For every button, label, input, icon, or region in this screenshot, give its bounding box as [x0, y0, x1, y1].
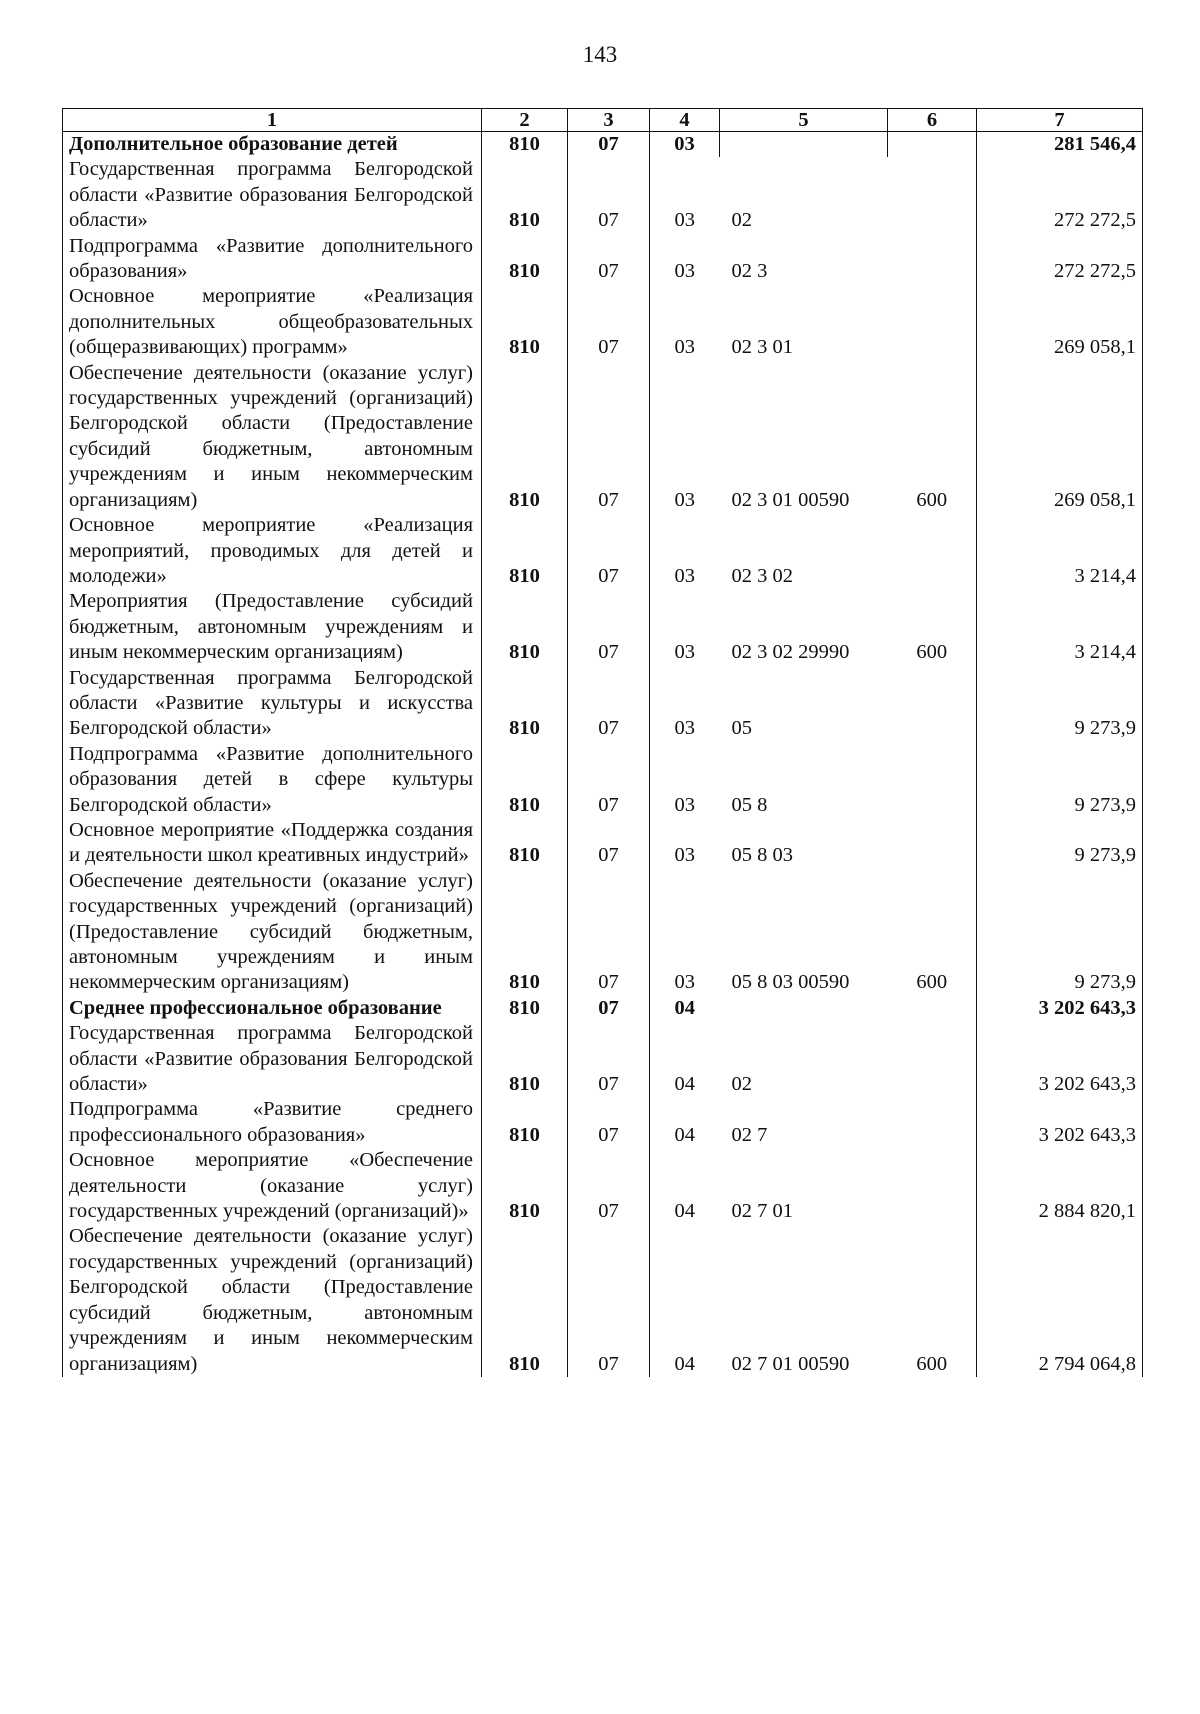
- row-name-cell: Среднее профессиональное образование: [63, 996, 482, 1021]
- table-row: [63, 361, 1143, 513]
- row-pr-cell: 03: [674, 793, 695, 816]
- row-ved-cell: 810: [482, 589, 568, 665]
- header-cell-6: 6: [888, 109, 977, 132]
- row-csr-cell: 02: [731, 1073, 752, 1096]
- row-rz-cell: 07: [568, 666, 650, 742]
- header-cell-3: 3: [568, 109, 650, 132]
- row-ved-cell: 810: [482, 818, 568, 869]
- table-row: [63, 1148, 1143, 1224]
- row-sum-cell: 272 272,5: [977, 157, 1143, 233]
- row-sum-cell: 269 058,1: [977, 284, 1143, 360]
- table-row: [63, 742, 1143, 818]
- row-rz-cell: 07: [568, 284, 650, 360]
- row-rz-cell: 07: [568, 1097, 650, 1148]
- row-csr-cell: 02 3 02: [731, 564, 793, 587]
- table-row: [63, 132, 1143, 158]
- row-ved-cell: 810: [482, 1148, 568, 1224]
- row-sum-cell: 281 546,4: [977, 132, 1143, 158]
- row-sum-cell: 9 273,9: [977, 742, 1143, 818]
- row-sum-cell: 9 273,9: [977, 818, 1143, 869]
- table-row: [63, 513, 1143, 589]
- page-number: 143: [582, 42, 618, 67]
- header-cell-2: 2: [482, 109, 568, 132]
- row-pr-cell: 03: [674, 844, 695, 867]
- row-name-cell: Основное мероприятие «Реализация мероприятий, проводимых для детей и молодежи»: [63, 513, 482, 589]
- row-rz-cell: 07: [568, 1148, 650, 1224]
- row-name-cell: Дополнительное образование детей: [63, 132, 482, 158]
- table-row: [63, 157, 1143, 233]
- header-cell-7: 7: [977, 109, 1143, 132]
- row-sum-cell: 9 273,9: [977, 869, 1143, 996]
- row-rz-cell: 07: [568, 1224, 650, 1376]
- row-rz-cell: 07: [568, 513, 650, 589]
- row-name-cell: Государственная программа Белгородской области «Развитие образования Белгородской области»: [63, 1021, 482, 1097]
- row-sum-cell: 2 794 064,8: [977, 1224, 1143, 1376]
- table-row: [63, 1224, 1143, 1376]
- row-vr-cell: [888, 513, 977, 589]
- row-pr-cell: 04: [674, 1352, 695, 1375]
- row-name-cell: Основное мероприятие «Поддержка создания и деятельности школ креативных индустрий»: [63, 818, 482, 869]
- table-body: [63, 132, 1143, 1377]
- row-ved-cell: 810: [482, 742, 568, 818]
- row-ved-cell: 810: [482, 1021, 568, 1097]
- row-pr-cell: 03: [674, 971, 695, 994]
- row-csr-cell: 05 8 03 00590: [731, 971, 850, 994]
- row-sum-cell: 3 214,4: [977, 589, 1143, 665]
- row-name-cell: Обеспечение деятельности (оказание услуг) государственных учреждений (организаций) Белгородской области (Предоставление субсидий бюджетным, автономным учреждениям и иным некоммерческим организациям): [63, 361, 482, 513]
- row-rz-cell: 07: [568, 742, 650, 818]
- row-vr-cell: 600: [916, 971, 948, 994]
- row-pr-cell: 03: [674, 260, 695, 283]
- row-rz-cell: 07: [568, 869, 650, 996]
- row-ved-cell: 810: [482, 157, 568, 233]
- row-vr-cell: [888, 996, 977, 1021]
- table-row: [63, 1021, 1143, 1097]
- row-vr-cell: 600: [916, 488, 948, 511]
- row-sum-cell: 9 273,9: [977, 666, 1143, 742]
- row-ved-cell: 810: [482, 132, 568, 158]
- budget-table: [62, 108, 1143, 1377]
- row-ved-cell: 810: [482, 869, 568, 996]
- row-pr-cell: 03: [674, 717, 695, 740]
- row-name-cell: Подпрограмма «Развитие среднего профессионального образования»: [63, 1097, 482, 1148]
- row-ved-cell: 810: [482, 666, 568, 742]
- row-csr-cell: 05 8 03: [731, 844, 793, 867]
- row-ved-cell: 810: [482, 1097, 568, 1148]
- row-csr-cell: 05: [731, 717, 752, 740]
- row-ved-cell: 810: [482, 1224, 568, 1376]
- table-row: [63, 818, 1143, 869]
- row-csr-cell: 02 3 01 00590: [731, 488, 850, 511]
- table-row: [63, 1097, 1143, 1148]
- row-csr-cell: 02: [731, 209, 752, 232]
- row-csr-cell: 02 7 01 00590: [731, 1352, 850, 1375]
- header-cell-4: 4: [650, 109, 720, 132]
- row-rz-cell: 07: [568, 589, 650, 665]
- row-ved-cell: 810: [482, 996, 568, 1021]
- row-rz-cell: 07: [568, 818, 650, 869]
- table-row: [63, 869, 1143, 996]
- header-cell-5: 5: [720, 109, 888, 132]
- row-pr-cell: 03: [674, 641, 695, 664]
- table-row: [63, 234, 1143, 285]
- row-csr-cell: 02 3 02 29990: [731, 641, 850, 664]
- row-rz-cell: 07: [568, 1021, 650, 1097]
- row-name-cell: Основное мероприятие «Реализация дополнительных общеобразовательных (общеразвивающих) программ»: [63, 284, 482, 360]
- row-rz-cell: 07: [568, 996, 650, 1021]
- row-csr-cell: 02 7: [731, 1123, 768, 1146]
- row-pr-cell: 03: [674, 488, 695, 511]
- row-csr-cell: 02 7 01: [731, 1200, 793, 1223]
- row-name-cell: Государственная программа Белгородской области «Развитие образования Белгородской области»: [63, 157, 482, 233]
- row-vr-cell: [888, 742, 977, 818]
- row-name-cell: Основное мероприятие «Обеспечение деятельности (оказание услуг) государственных учреждений (организаций)»: [63, 1148, 482, 1224]
- row-vr-cell: [888, 666, 977, 742]
- table-row: [63, 996, 1143, 1021]
- row-csr-cell: 02 3: [731, 260, 768, 283]
- table-row: [63, 666, 1143, 742]
- header-cell-1: 1: [63, 109, 482, 132]
- row-vr-cell: 600: [916, 1352, 948, 1375]
- row-ved-cell: 810: [482, 284, 568, 360]
- row-vr-cell: [888, 284, 977, 360]
- row-rz-cell: 07: [568, 132, 650, 158]
- row-sum-cell: 3 202 643,3: [977, 996, 1143, 1021]
- row-ved-cell: 810: [482, 361, 568, 513]
- table-row: [63, 284, 1143, 360]
- row-vr-cell: [888, 818, 977, 869]
- row-vr-cell: [888, 132, 977, 158]
- row-ved-cell: 810: [482, 234, 568, 285]
- row-vr-cell: [888, 1148, 977, 1224]
- row-vr-cell: [888, 234, 977, 285]
- row-csr-cell: [720, 132, 888, 158]
- row-pr-cell: 03: [650, 132, 720, 158]
- row-vr-cell: [888, 157, 977, 233]
- row-sum-cell: 2 884 820,1: [977, 1148, 1143, 1224]
- row-csr-cell: [720, 996, 888, 1021]
- row-name-cell: Подпрограмма «Развитие дополнительного образования детей в сфере культуры Белгородской области»: [63, 742, 482, 818]
- row-ved-cell: 810: [482, 513, 568, 589]
- table-header: [63, 109, 1143, 132]
- row-vr-cell: [888, 1097, 977, 1148]
- row-csr-cell: 05 8: [731, 793, 768, 816]
- row-sum-cell: 3 202 643,3: [977, 1021, 1143, 1097]
- row-rz-cell: 07: [568, 157, 650, 233]
- row-csr-cell: 02 3 01: [731, 336, 793, 359]
- row-sum-cell: 3 202 643,3: [977, 1097, 1143, 1148]
- row-pr-cell: 04: [674, 1123, 695, 1146]
- row-pr-cell: 03: [674, 564, 695, 587]
- row-sum-cell: 3 214,4: [977, 513, 1143, 589]
- row-rz-cell: 07: [568, 361, 650, 513]
- row-pr-cell: 04: [674, 1200, 695, 1223]
- header-row: [63, 109, 1143, 132]
- row-pr-cell: 04: [674, 996, 695, 1019]
- row-rz-cell: 07: [568, 234, 650, 285]
- row-name-cell: Мероприятия (Предоставление субсидий бюджетным, автономным учреждениям и иным некоммерческим организациям): [63, 589, 482, 665]
- row-name-cell: Подпрограмма «Развитие дополнительного образования»: [63, 234, 482, 285]
- table-row: [63, 589, 1143, 665]
- row-pr-cell: 03: [674, 209, 695, 232]
- row-name-cell: Обеспечение деятельности (оказание услуг) государственных учреждений (организаций) Белгородской области (Предоставление субсидий бюджетным, автономным учреждениям и иным некоммерческим организациям): [63, 1224, 482, 1376]
- row-sum-cell: 269 058,1: [977, 361, 1143, 513]
- row-vr-cell: 600: [916, 641, 948, 664]
- row-sum-cell: 272 272,5: [977, 234, 1143, 285]
- row-name-cell: Государственная программа Белгородской области «Развитие культуры и искусства Белгородской области»: [63, 666, 482, 742]
- row-name-cell: Обеспечение деятельности (оказание услуг) государственных учреждений (организаций) (Предоставление субсидий бюджетным, автономным учреждениям и иным некоммерческим организациям): [63, 869, 482, 996]
- row-pr-cell: 04: [674, 1073, 695, 1096]
- row-pr-cell: 03: [674, 336, 695, 359]
- row-vr-cell: [888, 1021, 977, 1097]
